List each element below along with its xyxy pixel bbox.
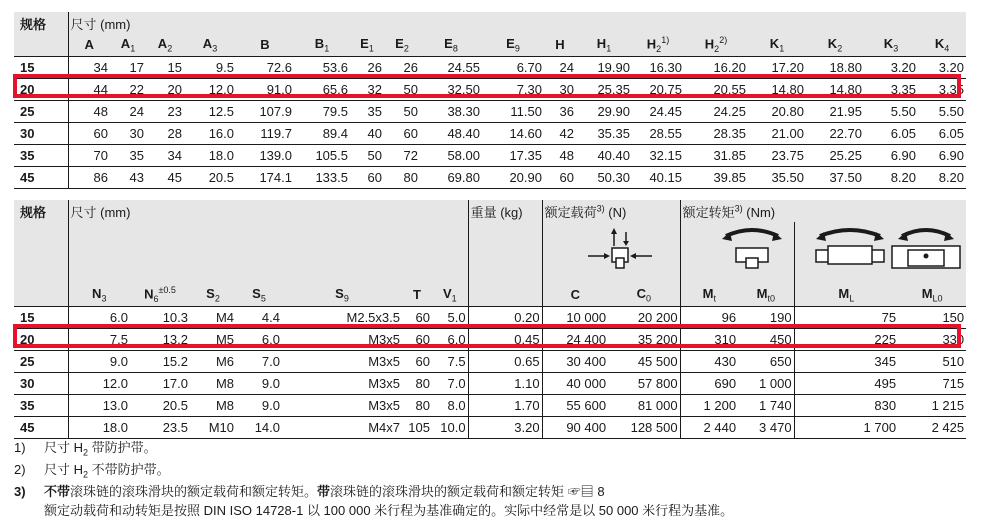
table-cell: 7.5 (68, 328, 130, 350)
table1-col-header: $K_4$ (918, 34, 966, 56)
table-cell: 48 (68, 100, 110, 122)
table-cell: 45 500 (608, 350, 680, 372)
table-cell: 0.45 (468, 328, 542, 350)
table-cell: 17.35 (482, 144, 544, 166)
table-cell: 18.80 (806, 56, 864, 78)
table-cell: 1 215 (898, 394, 966, 416)
table-cell: 1 000 (738, 372, 794, 394)
table-cell: 139.0 (236, 144, 294, 166)
table-row (14, 350, 966, 372)
row-size-label: 25 (14, 350, 68, 372)
table-cell: 16.30 (632, 56, 684, 78)
table-cell: 91.0 (236, 78, 294, 100)
table-row (14, 372, 966, 394)
table1-col-header: B (236, 34, 294, 56)
table-cell: 48 (544, 144, 576, 166)
table-cell: 96 (680, 306, 738, 328)
table-cell: 128 500 (608, 416, 680, 438)
table-cell: 60 (544, 166, 576, 188)
table-cell: 9.0 (236, 372, 282, 394)
table-cell: 24 (544, 56, 576, 78)
table-cell: 40.40 (576, 144, 632, 166)
table2-col-header: $C_0$ (608, 284, 680, 306)
table-cell: 14.80 (806, 78, 864, 100)
table-cell: 20.75 (632, 78, 684, 100)
table-cell: 70 (68, 144, 110, 166)
table-cell: M5 (190, 328, 236, 350)
table-cell: 72 (384, 144, 420, 166)
table1-col-header: $B_1$ (294, 34, 350, 56)
table-cell: 11.50 (482, 100, 544, 122)
table-cell: 24 (110, 100, 146, 122)
table-cell: 20.5 (130, 394, 190, 416)
table-cell: 3.20 (864, 56, 918, 78)
table-cell: 23 (146, 100, 184, 122)
table-cell: M3x5 (282, 372, 402, 394)
table-cell: 80 (384, 166, 420, 188)
table-cell: 32 (350, 78, 384, 100)
footnote-3-line2: 额定动载荷和动转矩是按照 DIN ISO 14728-1 以 100 000 米行程为基准确定的。实际中经常是以 50 000 米行程为基准。 (44, 503, 734, 518)
table-cell: 6.0 (236, 328, 282, 350)
table-cell: 16.20 (684, 56, 748, 78)
table-cell: 81 000 (608, 394, 680, 416)
table-cell: 18.0 (184, 144, 236, 166)
table-cell: 89.4 (294, 122, 350, 144)
table-cell: 105 (402, 416, 432, 438)
table-cell: 3.35 (918, 78, 966, 100)
table1-col-header: $A_3$ (184, 34, 236, 56)
table-cell: 6.90 (864, 144, 918, 166)
table2-col-header: $M_{L0}$ (898, 284, 966, 306)
table-cell: 35 200 (608, 328, 680, 350)
size-header-2: 尺寸 (mm) (68, 200, 468, 222)
spec-header-blank-2 (14, 284, 68, 306)
table-cell: 715 (898, 372, 966, 394)
table-cell: 72.6 (236, 56, 294, 78)
table1-col-header: $E_1$ (350, 34, 384, 56)
table-cell: 8.20 (918, 166, 966, 188)
table-cell: 14.80 (748, 78, 806, 100)
table1-col-header: $K_2$ (806, 34, 864, 56)
table-cell: 690 (680, 372, 738, 394)
table-cell: 28 (146, 122, 184, 144)
footnote-3: 3) 不带滚珠链的滚珠滑块的额定载荷和额定转矩。带滚珠链的滚珠滑块的额定载荷和额定转矩 ☞▤ 8 (14, 484, 605, 499)
table-cell: 30 (544, 78, 576, 100)
table-cell: 32.50 (420, 78, 482, 100)
table-cell: 225 (794, 328, 898, 350)
table-cell: M8 (190, 372, 236, 394)
table-cell: 5.0 (432, 306, 468, 328)
table-cell: 34 (68, 56, 110, 78)
table-cell: 35 (110, 144, 146, 166)
table-cell: 28.35 (684, 122, 748, 144)
table-cell: 79.5 (294, 100, 350, 122)
table-cell: 80 (402, 394, 432, 416)
table-cell: 44 (68, 78, 110, 100)
table-row (14, 144, 966, 166)
table-cell: 17 (110, 56, 146, 78)
table-cell: 53.6 (294, 56, 350, 78)
table-cell: 15 (146, 56, 184, 78)
table-cell: 6.05 (918, 122, 966, 144)
table-cell: 8.20 (864, 166, 918, 188)
table-cell: 21.95 (806, 100, 864, 122)
table2-col-header: $M_L$ (794, 284, 898, 306)
table-cell: 10 000 (542, 306, 608, 328)
table-row (14, 306, 966, 328)
table-cell: 32.15 (632, 144, 684, 166)
table1-col-header: H (544, 34, 576, 56)
spec-header: 规格 (20, 16, 47, 32)
row-size-label: 30 (14, 372, 68, 394)
table-cell: 35 (350, 100, 384, 122)
table-cell: 60 (68, 122, 110, 144)
table-row (14, 394, 966, 416)
table-cell: 90 400 (542, 416, 608, 438)
table-cell: 20 (146, 78, 184, 100)
table-cell: 5.50 (864, 100, 918, 122)
table-cell: 12.0 (184, 78, 236, 100)
table-cell: 30 400 (542, 350, 608, 372)
table-row (14, 328, 966, 350)
table2-col-header: C (542, 284, 608, 306)
table1-col-header: $K_3$ (864, 34, 918, 56)
table-cell: M8 (190, 394, 236, 416)
table-cell: M4x7 (282, 416, 402, 438)
table2-col-header: $M_t$ (680, 284, 738, 306)
table-cell: 174.1 (236, 166, 294, 188)
table-cell: 20.55 (684, 78, 748, 100)
row-size-label: 15 (14, 306, 68, 328)
table-cell: 80 (402, 372, 432, 394)
table-cell: 18.0 (68, 416, 130, 438)
table-cell: 38.30 (420, 100, 482, 122)
table-cell: 6.70 (482, 56, 544, 78)
table-cell: 9.0 (68, 350, 130, 372)
table-cell: 50 (384, 100, 420, 122)
pitch-moment-icon (888, 222, 964, 272)
table-cell: M4 (190, 306, 236, 328)
row-size-label: 25 (14, 100, 68, 122)
table-cell: 86 (68, 166, 110, 188)
table-row (14, 56, 966, 78)
table-cell: 16.0 (184, 122, 236, 144)
table-cell: 34 (146, 144, 184, 166)
weight-header: 重量 (kg) (468, 200, 542, 222)
table-cell: 24.25 (684, 100, 748, 122)
table-cell: 13.2 (130, 328, 190, 350)
table-cell: 450 (738, 328, 794, 350)
row-size-label: 35 (14, 394, 68, 416)
table1-col-header: $E_8$ (420, 34, 482, 56)
table-cell: 35.35 (576, 122, 632, 144)
table-cell: 60 (350, 166, 384, 188)
table-cell: 60 (384, 122, 420, 144)
table-cell: 5.50 (918, 100, 966, 122)
table-cell: 510 (898, 350, 966, 372)
table1-col-header: $K_1$ (748, 34, 806, 56)
table-cell: 330 (898, 328, 966, 350)
table-cell: 7.0 (236, 350, 282, 372)
table-cell: M6 (190, 350, 236, 372)
table-cell: 36 (544, 100, 576, 122)
table-cell: 57 800 (608, 372, 680, 394)
table-cell: 35.50 (748, 166, 806, 188)
table-cell: 1.10 (468, 372, 542, 394)
table-cell: 58.00 (420, 144, 482, 166)
row-size-label: 45 (14, 416, 68, 438)
table-cell: 105.5 (294, 144, 350, 166)
table-cell: 28.55 (632, 122, 684, 144)
table-cell: 1 740 (738, 394, 794, 416)
table-cell: 10.3 (130, 306, 190, 328)
table2-col-header: $N_3$ (68, 284, 130, 306)
table-cell: 2 440 (680, 416, 738, 438)
table-cell: 40 (350, 122, 384, 144)
row-size-label: 30 (14, 122, 68, 144)
table-cell: 40 000 (542, 372, 608, 394)
table-cell: 3.20 (918, 56, 966, 78)
table-cell: 50 (384, 78, 420, 100)
table-cell: 37.50 (806, 166, 864, 188)
table2-col-header: $M_{t0}$ (738, 284, 794, 306)
table-cell: 9.5 (184, 56, 236, 78)
table-cell: 107.9 (236, 100, 294, 122)
table-cell: 3.35 (864, 78, 918, 100)
table-cell: 22 (110, 78, 146, 100)
table-cell: 22.70 (806, 122, 864, 144)
row-size-label: 15 (14, 56, 68, 78)
table-cell: 1 700 (794, 416, 898, 438)
table-cell: 19.90 (576, 56, 632, 78)
table-cell: 10.0 (432, 416, 468, 438)
table-cell: M3x5 (282, 350, 402, 372)
table-cell: 3 470 (738, 416, 794, 438)
table-cell: 150 (898, 306, 966, 328)
table-cell: 6.0 (432, 328, 468, 350)
table-cell: 20.5 (184, 166, 236, 188)
table2-col-header (468, 284, 542, 306)
table-cell: 24.45 (632, 100, 684, 122)
row-size-label: 20 (14, 78, 68, 100)
table-cell: 345 (794, 350, 898, 372)
table-cell: 430 (680, 350, 738, 372)
row-size-label: 45 (14, 166, 68, 188)
table-cell: 3.20 (468, 416, 542, 438)
table-row (14, 416, 966, 438)
table-cell: 50.30 (576, 166, 632, 188)
table-row (14, 166, 966, 188)
table-cell: 14.60 (482, 122, 544, 144)
page-ref-icon: ▤ (580, 484, 594, 499)
table-cell: 12.5 (184, 100, 236, 122)
table-cell: 12.0 (68, 372, 130, 394)
row-size-label: 20 (14, 328, 68, 350)
table-cell: 1.70 (468, 394, 542, 416)
table-cell: 2 425 (898, 416, 966, 438)
table-cell: 14.0 (236, 416, 282, 438)
table-cell: 17.0 (130, 372, 190, 394)
table-cell: 24 400 (542, 328, 608, 350)
table-cell: 50 (350, 144, 384, 166)
table-cell: 7.0 (432, 372, 468, 394)
table-cell: 40.15 (632, 166, 684, 188)
table-cell: 60 (402, 350, 432, 372)
moment-header: 额定转矩$^{3)}$ (Nm) (680, 200, 966, 222)
table-cell: M3x5 (282, 394, 402, 416)
table-cell: 119.7 (236, 122, 294, 144)
table2-col-header: $S_9$ (282, 284, 402, 306)
table-cell: 20.90 (482, 166, 544, 188)
table-cell: M3x5 (282, 328, 402, 350)
table-cell: 310 (680, 328, 738, 350)
table-cell: 0.20 (468, 306, 542, 328)
table-cell: 6.05 (864, 122, 918, 144)
table-row (14, 100, 966, 122)
table-cell: 23.75 (748, 144, 806, 166)
table-cell: 15.2 (130, 350, 190, 372)
table-cell: 69.80 (420, 166, 482, 188)
table1-col-header: A (68, 34, 110, 56)
table-cell: 190 (738, 306, 794, 328)
table2-col-header: $V_1$ (432, 284, 468, 306)
table-cell: 42 (544, 122, 576, 144)
table-cell: 23.5 (130, 416, 190, 438)
spec-header-blank (14, 34, 68, 56)
table-cell: 4.4 (236, 306, 282, 328)
dimension-table-1 (14, 12, 966, 189)
table-cell: 45 (146, 166, 184, 188)
table-cell: M2.5x3.5 (282, 306, 402, 328)
table1-col-header: $A_2$ (146, 34, 184, 56)
table1-col-header: $E_2$ (384, 34, 420, 56)
table-cell: 26 (384, 56, 420, 78)
table-row (14, 78, 966, 100)
spec-header-2: 规格 (20, 204, 47, 220)
table-cell: M10 (190, 416, 236, 438)
table-cell: 17.20 (748, 56, 806, 78)
table-cell: 1 200 (680, 394, 738, 416)
table-cell: 13.0 (68, 394, 130, 416)
table-cell: 24.55 (420, 56, 482, 78)
longitudinal-moment-icon (812, 222, 888, 272)
table1-col-header: $A_1$ (110, 34, 146, 56)
table-cell: 7.30 (482, 78, 544, 100)
table-cell: 30 (110, 122, 146, 144)
table1-col-header: $H_1$ (576, 34, 632, 56)
table-cell: 25.35 (576, 78, 632, 100)
table-cell: 21.00 (748, 122, 806, 144)
row-size-label: 35 (14, 144, 68, 166)
table-row (14, 122, 966, 144)
table1-col-header: $H_2^{2)}$ (684, 34, 748, 56)
size-header: 尺寸 (mm) (68, 12, 966, 34)
footnote-1: 1) 尺寸 $H_2$ 带防护带。 (14, 440, 157, 458)
table-cell: 20 200 (608, 306, 680, 328)
table-cell: 9.0 (236, 394, 282, 416)
table-cell: 133.5 (294, 166, 350, 188)
table-cell: 830 (794, 394, 898, 416)
table-cell: 48.40 (420, 122, 482, 144)
table-cell: 31.85 (684, 144, 748, 166)
table2-col-header: $S_5$ (236, 284, 282, 306)
table-cell: 6.0 (68, 306, 130, 328)
table2-col-header: $S_2$ (190, 284, 236, 306)
footnote-2: 2) 尺寸 $H_2$ 不带防护带。 (14, 462, 170, 480)
torsion-moment-icon (720, 222, 784, 272)
load-header: 额定载荷$^{3)}$ (N) (542, 200, 680, 222)
table-cell: 8.0 (432, 394, 468, 416)
table2-col-header: T (402, 284, 432, 306)
table-cell: 6.90 (918, 144, 966, 166)
table-cell: 60 (402, 328, 432, 350)
table-cell: 29.90 (576, 100, 632, 122)
table1-col-header: $E_9$ (482, 34, 544, 56)
table-cell: 20.80 (748, 100, 806, 122)
table-cell: 7.5 (432, 350, 468, 372)
table-cell: 650 (738, 350, 794, 372)
table1-col-header: $H_2^{1)}$ (632, 34, 684, 56)
load-direction-icon (584, 228, 656, 274)
table-cell: 26 (350, 56, 384, 78)
table-cell: 43 (110, 166, 146, 188)
table2-col-header: $N_6^{\pm 0.5}$ (130, 284, 190, 306)
table-cell: 65.6 (294, 78, 350, 100)
table-cell: 39.85 (684, 166, 748, 188)
table-cell: 495 (794, 372, 898, 394)
table-cell: 55 600 (542, 394, 608, 416)
table-cell: 75 (794, 306, 898, 328)
table-cell: 0.65 (468, 350, 542, 372)
table-cell: 60 (402, 306, 432, 328)
table-cell: 25.25 (806, 144, 864, 166)
